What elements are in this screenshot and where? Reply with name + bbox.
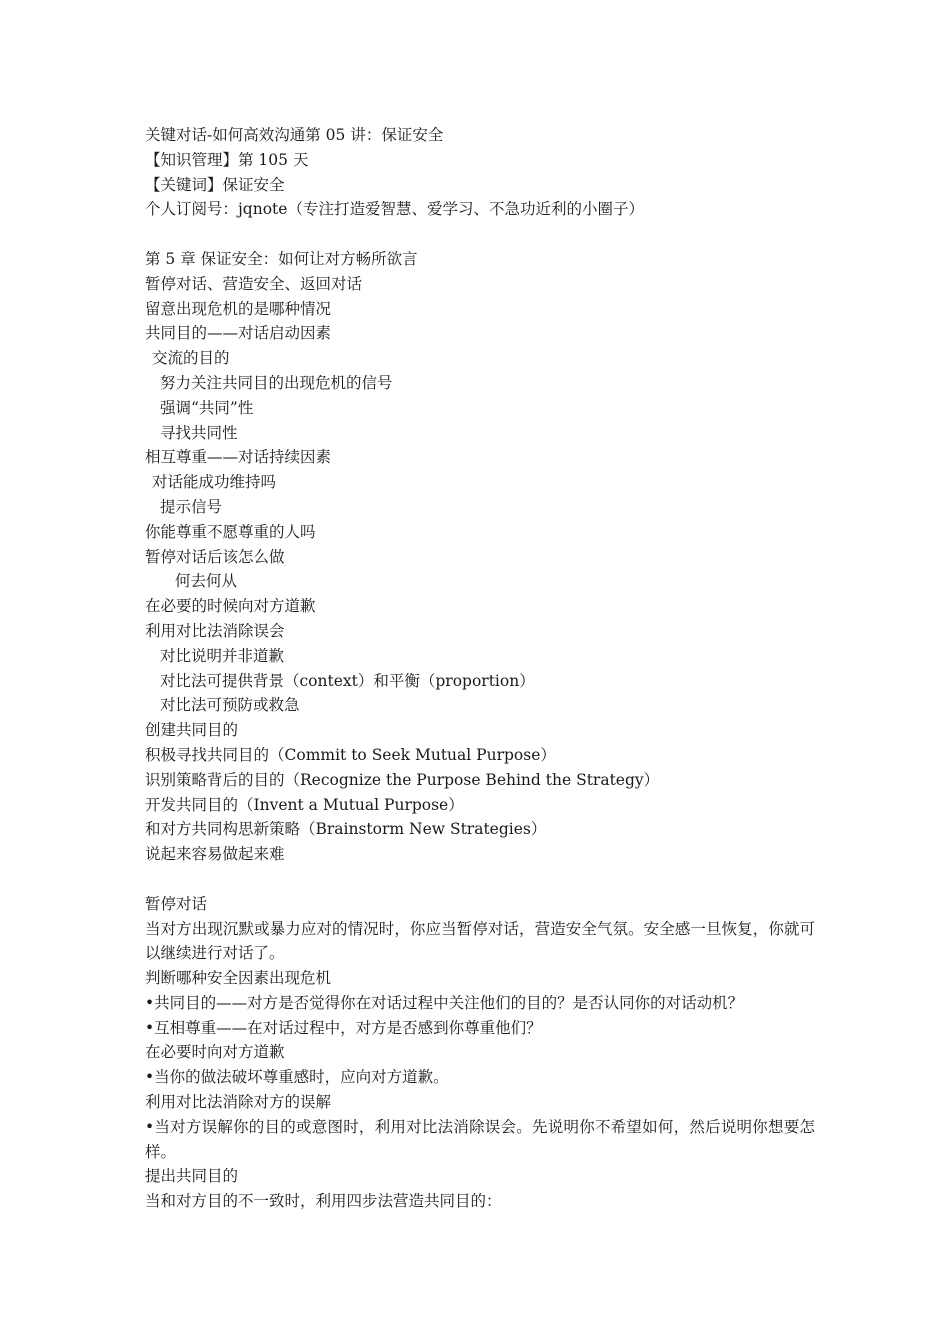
outline-item: 对比说明并非道歉 [160,646,285,665]
outline-item: 对话能成功维持吗 [152,473,277,492]
blank-line [145,222,815,247]
bullet-item: •当对方误解你的目的或意图时，利用对比法消除误会。先说明你不希望如何，然后说明你想要怎样。 [145,1117,815,1161]
paragraph: 当对方出现沉默或暴力应对的情况时，你应当暂停对话，营造安全气氛。安全感一旦恢复，你就可以继续进行对话了。 [145,919,815,963]
outline-item: 在必要的时候向对方道歉 [145,597,316,616]
outline-item: 暂停对话后该怎么做 [145,547,285,566]
bullet-item: •当你的做法破坏尊重感时，应向对方道歉。 [145,1068,449,1087]
blank-line [145,867,815,892]
outline-item: 说起来容易做起来难 [145,845,285,864]
outline-item: 积极寻找共同目的（Commit to Seek Mutual Purpose） [145,745,556,764]
outline-item: 强调“共同”性 [160,398,254,417]
outline-item: 何去何从 [175,572,238,591]
knowledge-day: 【知识管理】第 105 天 [145,150,309,169]
paragraph: 当和对方目的不一致时，利用四步法营造共同目的： [145,1192,502,1211]
section-heading: 暂停对话 [145,894,208,913]
bullet-item: •共同目的——对方是否觉得你在对话过程中关注他们的目的？是否认同你的对话动机？ [145,993,744,1012]
outline-item: 和对方共同构思新策略（Brainstorm New Strategies） [145,820,547,839]
outline-item: 对比法可预防或救急 [160,696,300,715]
section-heading: 提出共同目的 [145,1167,239,1186]
chapter-heading: 第 5 章 保证安全：如何让对方畅所欲言 [145,249,418,268]
bullet-item: •互相尊重——在对话过程中，对方是否感到你尊重他们？ [145,1018,542,1037]
outline-item: 努力关注共同目的出现危机的信号 [160,373,393,392]
outline-item: 留意出现危机的是哪种情况 [145,299,332,318]
outline-item: 识别策略背后的目的（Recognize the Purpose Behind the Strategy） [145,770,660,789]
section-heading: 利用对比法消除对方的误解 [145,1093,332,1112]
outline-item: 相互尊重——对话持续因素 [145,448,332,467]
outline-item: 利用对比法消除误会 [145,621,285,640]
outline-item: 提示信号 [160,497,223,516]
outline-item: 共同目的——对话启动因素 [145,324,332,343]
outline-item: 暂停对话、营造安全、返回对话 [145,274,363,293]
section-heading: 在必要时向对方道歉 [145,1043,285,1062]
outline-item: 交流的目的 [152,349,230,368]
outline-item: 创建共同目的 [145,721,239,740]
outline-item: 你能尊重不愿尊重的人吗 [145,522,316,541]
section-heading: 判断哪种安全因素出现危机 [145,969,332,988]
outline-item: 开发共同目的（Invent a Mutual Purpose） [145,795,464,814]
subscription-line: 个人订阅号：jqnote（专注打造爱智慧、爱学习、不急功近利的小圈子） [145,200,644,219]
document-page [145,123,815,1214]
outline-item: 寻找共同性 [160,423,238,442]
outline-item: 对比法可提供背景（context）和平衡（proportion） [160,671,535,690]
document-title: 关键对话-如何高效沟通第 05 讲：保证安全 [145,126,444,144]
keyword-line: 【关键词】保证安全 [145,175,285,194]
